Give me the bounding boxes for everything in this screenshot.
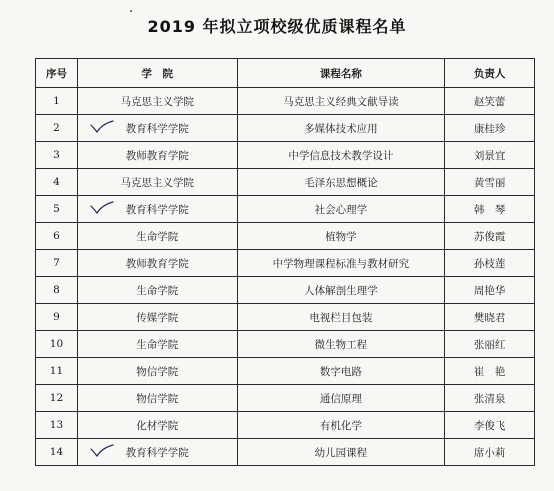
cell-course: [237, 277, 445, 304]
cell-college: [77, 277, 237, 304]
cell-no: [36, 142, 78, 169]
cell-college-text: 生命学院: [136, 338, 179, 351]
table-header-row: [36, 59, 535, 88]
cell-no-text: 4: [53, 176, 60, 188]
cell-leader-text: 苏俊霞: [473, 230, 506, 243]
cell-college-text: 化材学院: [136, 419, 179, 432]
cell-course: [237, 169, 445, 196]
cell-college: [77, 88, 237, 115]
cell-course-text: 多媒体技术应用: [304, 122, 378, 135]
cell-leader-text: 黄雪丽: [473, 176, 506, 189]
cell-leader: [445, 250, 535, 277]
cell-course-text: 电视栏目包装: [309, 311, 373, 324]
cell-leader-text: 康桂珍: [473, 122, 506, 135]
header-no: 序号: [36, 59, 78, 88]
cell-no: [36, 169, 78, 196]
cell-college-text: 教育科学学院: [125, 122, 189, 135]
cell-course: [237, 88, 445, 115]
cell-college: [77, 358, 237, 385]
cell-college: [77, 115, 237, 142]
cell-college-text: 教师教育学院: [125, 257, 189, 270]
cell-course-text: 幼儿园课程: [314, 446, 368, 459]
cell-course-text: 毛泽东思想概论: [304, 176, 378, 189]
cell-course: [237, 223, 445, 250]
table-row: [36, 358, 535, 385]
page-title: 2019 年拟立项校级优质课程名单: [147, 17, 407, 36]
cell-course: [237, 304, 445, 331]
cell-leader: [445, 304, 535, 331]
cell-leader: [445, 223, 535, 250]
cell-no-text: 11: [49, 365, 64, 377]
table-row: [36, 331, 535, 358]
cell-no: [36, 439, 78, 466]
table-row: [36, 115, 535, 142]
cell-college-text: 生命学院: [136, 230, 179, 243]
cell-no-text: 9: [53, 311, 60, 323]
cell-course: [237, 196, 445, 223]
cell-leader-text: 刘景宜: [473, 149, 506, 162]
cell-no-text: 13: [49, 419, 64, 431]
cell-no: [36, 385, 78, 412]
cell-college-text: 传媒学院: [136, 311, 179, 324]
cell-college: [77, 412, 237, 439]
cell-course-text: 中学物理课程标准与教材研究: [272, 257, 410, 270]
cell-course: [237, 358, 445, 385]
table-row: [36, 250, 535, 277]
cell-no: [36, 358, 78, 385]
cell-leader: [445, 88, 535, 115]
cell-college-text: 马克思主义学院: [120, 95, 194, 108]
cell-course-text: 数字电路: [319, 365, 362, 378]
cell-no-text: 5: [53, 203, 60, 215]
table-row: [36, 439, 535, 466]
cell-leader-text: 周艳华: [473, 284, 506, 297]
cell-leader: [445, 358, 535, 385]
course-table: [35, 58, 535, 466]
cell-college: [77, 331, 237, 358]
table-row: [36, 412, 535, 439]
cell-no-text: 8: [53, 284, 60, 296]
cell-course: [237, 250, 445, 277]
cell-no: [36, 250, 78, 277]
cell-college-text: 教育科学学院: [125, 203, 189, 216]
cell-leader: [445, 277, 535, 304]
cell-college: [77, 196, 237, 223]
header-college: 学 院: [77, 59, 237, 88]
cell-no-text: 14: [49, 446, 64, 458]
cell-course-text: 中学信息技术教学设计: [288, 149, 394, 162]
cell-college: [77, 250, 237, 277]
cell-leader-text: 李俊飞: [473, 419, 506, 432]
cell-college: [77, 385, 237, 412]
cell-course: [237, 385, 445, 412]
cell-college: [77, 142, 237, 169]
cell-no: [36, 277, 78, 304]
cell-no-text: 7: [53, 257, 60, 269]
cell-no-text: 10: [49, 338, 64, 350]
table-row: [36, 223, 535, 250]
cell-leader-text: 孙枝莲: [473, 257, 506, 270]
cell-course-text: 马克思主义经典文献导读: [283, 95, 399, 108]
cell-leader: [445, 142, 535, 169]
cell-course-text: 通信原理: [319, 392, 362, 405]
cell-college-text: 物信学院: [136, 392, 179, 405]
cell-no-text: 2: [53, 122, 60, 134]
cell-course-text: 有机化学: [319, 419, 362, 432]
cell-leader-text: 樊晓君: [473, 311, 506, 324]
table-row: [36, 304, 535, 331]
cell-course-text: 植物学: [325, 230, 357, 243]
cell-no: [36, 412, 78, 439]
cell-no: [36, 88, 78, 115]
table-row: [36, 142, 535, 169]
table-row: [36, 277, 535, 304]
cell-leader-text: 韩 琴: [473, 203, 506, 216]
table-row: [36, 385, 535, 412]
cell-leader: [445, 385, 535, 412]
cell-college: [77, 169, 237, 196]
cell-no-text: 6: [53, 230, 60, 242]
cell-course-text: 社会心理学: [314, 203, 368, 216]
cell-course: [237, 115, 445, 142]
cell-college: [77, 439, 237, 466]
cell-no-text: 1: [53, 95, 60, 107]
cell-leader-text: 张清泉: [473, 392, 506, 405]
cell-leader: [445, 169, 535, 196]
cell-college: [77, 304, 237, 331]
cell-no-text: 3: [53, 149, 60, 161]
table-row: [36, 88, 535, 115]
cell-course: [237, 412, 445, 439]
cell-leader-text: 席小莉: [473, 446, 506, 459]
cell-course: [237, 439, 445, 466]
cell-college-text: 物信学院: [136, 365, 179, 378]
speck-mark: [130, 10, 132, 12]
cell-leader-text: 赵笑蕾: [473, 95, 506, 108]
cell-college-text: 教育科学学院: [125, 446, 189, 459]
cell-no: [36, 223, 78, 250]
cell-course-text: 微生物工程: [314, 338, 368, 351]
checkmark-icon: [90, 120, 114, 134]
cell-no: [36, 115, 78, 142]
cell-college: [77, 223, 237, 250]
cell-leader: [445, 115, 535, 142]
cell-leader-text: 张丽红: [473, 338, 506, 351]
checkmark-icon: [90, 201, 114, 215]
cell-course-text: 人体解剖生理学: [304, 284, 378, 297]
cell-course: [237, 142, 445, 169]
cell-no: [36, 304, 78, 331]
header-leader: 负责人: [445, 59, 535, 88]
cell-leader: [445, 439, 535, 466]
cell-college-text: 生命学院: [136, 284, 179, 297]
cell-leader-text: 崔 艳: [473, 365, 506, 378]
cell-no-text: 12: [49, 392, 64, 404]
cell-leader: [445, 412, 535, 439]
cell-course: [237, 331, 445, 358]
header-course: 课程名称: [237, 59, 445, 88]
cell-no: [36, 196, 78, 223]
table-row: [36, 196, 535, 223]
cell-leader: [445, 331, 535, 358]
cell-leader: [445, 196, 535, 223]
table-row: [36, 169, 535, 196]
cell-no: [36, 331, 78, 358]
cell-college-text: 马克思主义学院: [120, 176, 194, 189]
checkmark-icon: [90, 444, 114, 458]
cell-college-text: 教师教育学院: [125, 149, 189, 162]
